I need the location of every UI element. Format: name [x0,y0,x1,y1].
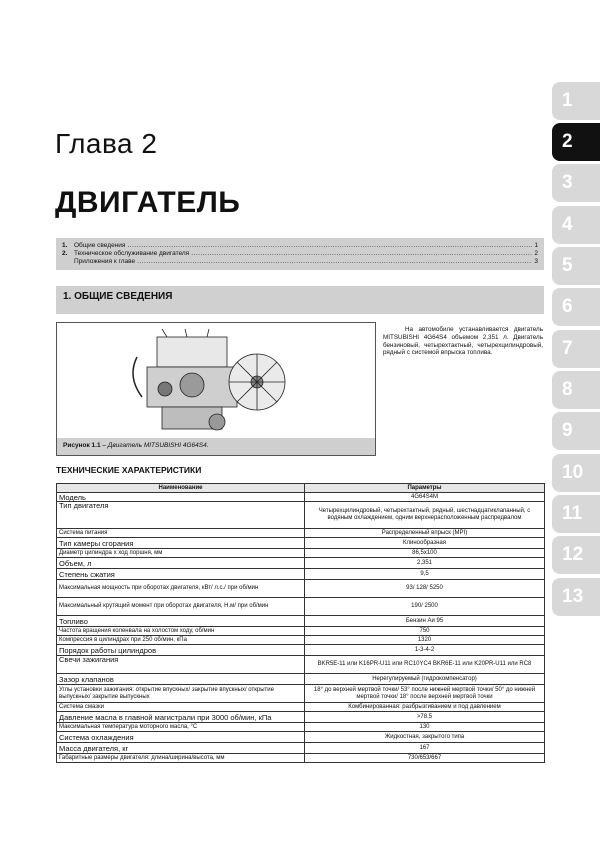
table-row [57,569,545,580]
spec-name: Свечи зажигания [57,656,305,674]
spec-name: Частота вращения коленвала на холостом ходу, об/мин [57,627,305,636]
chapter-tab-10[interactable]: 10 [552,454,600,492]
figure-caption [57,438,375,455]
spec-name: Система смазки [57,703,305,712]
spec-value: 4G64S4M [305,493,545,502]
spec-value: Бензин Аи 95 [305,616,545,627]
spec-value: 167 [305,743,545,754]
table-row [57,743,545,754]
spec-value: Клинообразная [305,538,545,549]
spec-name: Порядок работы цилиндров [57,645,305,656]
spec-name: Компрессия в цилиндрах при 250 об/мин, кПа [57,636,305,645]
table-row [57,674,545,685]
intro-paragraph: На автомобиле устанавливается двигатель MITSUBISHI 4G64S4 объемом 2,351 л. Двигатель бензиновый, четырехтактный, четырехцилиндровый, рядный с системой впрыска топлива. [383,326,543,357]
specs-title: ТЕХНИЧЕСКИЕ ХАРАКТЕРИСТИКИ [56,465,202,475]
toc-item[interactable] [62,258,538,266]
spec-name: Тип двигателя [57,502,305,529]
toc-item-title: Общие сведения [74,242,126,249]
section-heading-bar [56,286,544,314]
chapter-tab-11[interactable]: 11 [552,495,600,533]
spec-name: Максимальный крутящий момент при оборотах двигателя, Н.м/ при об/мин [57,598,305,616]
chapter-tab-12[interactable]: 12 [552,536,600,574]
spec-value: BKR5E-11 или K16PR-U11 или RC10YC4 BKR6E-11 или K20PR-U11 или RC8 [305,656,545,674]
spec-name: Система охлаждения [57,732,305,743]
section-heading: 1. ОБЩИЕ СВЕДЕНИЯ [63,291,173,302]
spec-value: 130 [305,723,545,732]
spec-name: Углы установки зажигания: открытие впускных/ закрытие впускных/ открытие выпускных/ закрытие выпускных [57,685,305,703]
toc-item[interactable] [62,242,538,250]
engine-figure [56,322,376,456]
spec-name: Система питания [57,529,305,538]
table-row [57,685,545,703]
spec-value: Распределенный впрыск (MPI) [305,529,545,538]
chapter-tab-1[interactable]: 1 [552,82,600,120]
spec-value: 1320 [305,636,545,645]
table-row [57,703,545,712]
spec-name: Зазор клапанов [57,674,305,685]
chapter-tab-13[interactable]: 13 [552,578,600,616]
table-row [57,538,545,549]
table-row [57,493,545,502]
toc-item-page: 2 [534,250,538,257]
spec-name: Максимальная температура моторного масла, °С [57,723,305,732]
table-row [57,580,545,598]
spec-value: Жидкостная, закрытого типа [305,732,545,743]
chapter-tab-2[interactable]: 2 [552,123,600,161]
table-row [57,645,545,656]
specs-table [56,483,545,763]
table-row [57,636,545,645]
column-header-name: Наименование [57,484,305,493]
toc-leader [191,250,532,258]
figure-caption-text: – Двигатель MITSUBISHI 4G64S4. [100,442,209,449]
table-row [57,529,545,538]
spec-name: Модель [57,493,305,502]
toc-leader [137,258,532,266]
table-row [57,723,545,732]
engine-illustration [117,327,307,439]
chapter-tab-9[interactable]: 9 [552,412,600,450]
toc-item-page: 1 [534,242,538,249]
spec-value: 86,5х100 [305,549,545,558]
table-row [57,502,545,529]
spec-value: 1-3-4-2 [305,645,545,656]
table-row [57,558,545,569]
spec-name: Давление масла в главной магистрали при 3000 об/мин, кПа [57,712,305,723]
table-row [57,754,545,763]
spec-name: Габаритные размеры двигателя: длина/ширина/высота, мм [57,754,305,763]
chapter-tab-5[interactable]: 5 [552,247,600,285]
spec-name: Объем, л [57,558,305,569]
spec-name: Топливо [57,616,305,627]
spec-name: Масса двигателя, кг [57,743,305,754]
chapter-title: ДВИГАТЕЛЬ [55,186,241,219]
spec-name: Диаметр цилиндра х ход поршня, мм [57,549,305,558]
chapter-tab-7[interactable]: 7 [552,330,600,368]
chapter-tab-3[interactable]: 3 [552,164,600,202]
spec-value: Нерегулируемый (гидрокомпенсатор) [305,674,545,685]
toc-item-number: 2. [62,250,68,257]
spec-name: Степень сжатия [57,569,305,580]
table-row [57,627,545,636]
table-row [57,598,545,616]
spec-value: Четырехцилиндровый, четырехтактный, рядный, шестнадцатиклапанный, с водяным охлаждением, одним верхнерасположенным распредвалом [305,502,545,529]
chapter-label: Глава 2 [55,128,158,159]
table-header-row [57,484,545,493]
figure-caption-label: Рисунок 1.1 [63,442,101,449]
spec-value: 2,351 [305,558,545,569]
table-row [57,616,545,627]
toc-item-title: Приложения к главе [74,258,136,265]
toc-item-number: 1. [62,242,68,249]
chapter-tab-4[interactable]: 4 [552,206,600,244]
toc-leader [127,242,532,250]
spec-name: Тип камеры сгорания [57,538,305,549]
chapter-tab-8[interactable]: 8 [552,371,600,409]
spec-value: 730/653/667 [305,754,545,763]
spec-value: 750 [305,627,545,636]
table-row [57,656,545,674]
toc-item-title: Техническое обслуживание двигателя [74,250,190,257]
spec-value: >78.5 [305,712,545,723]
spec-name: Максимальная мощность при оборотах двигателя, кВт/ л.с./ при об/мин [57,580,305,598]
spec-value: Комбинированная: разбрызгиванием и под давлением [305,703,545,712]
spec-value: 9,5 [305,569,545,580]
toc-item[interactable] [62,250,538,258]
table-of-contents [56,238,544,270]
table-row [57,549,545,558]
table-row [57,732,545,743]
chapter-tab-6[interactable]: 6 [552,288,600,326]
spec-value: 18° до верхней мертвой точки/ 53° после нижней мертвой точки/ 50° до нижней мертвой точки/ 18° после верхней мертвой точки [305,685,545,703]
toc-item-page: 3 [534,258,538,265]
spec-value: 190/ 2500 [305,598,545,616]
column-header-params: Параметры [305,484,545,493]
spec-value: 93/ 128/ 5250 [305,580,545,598]
table-row [57,712,545,723]
